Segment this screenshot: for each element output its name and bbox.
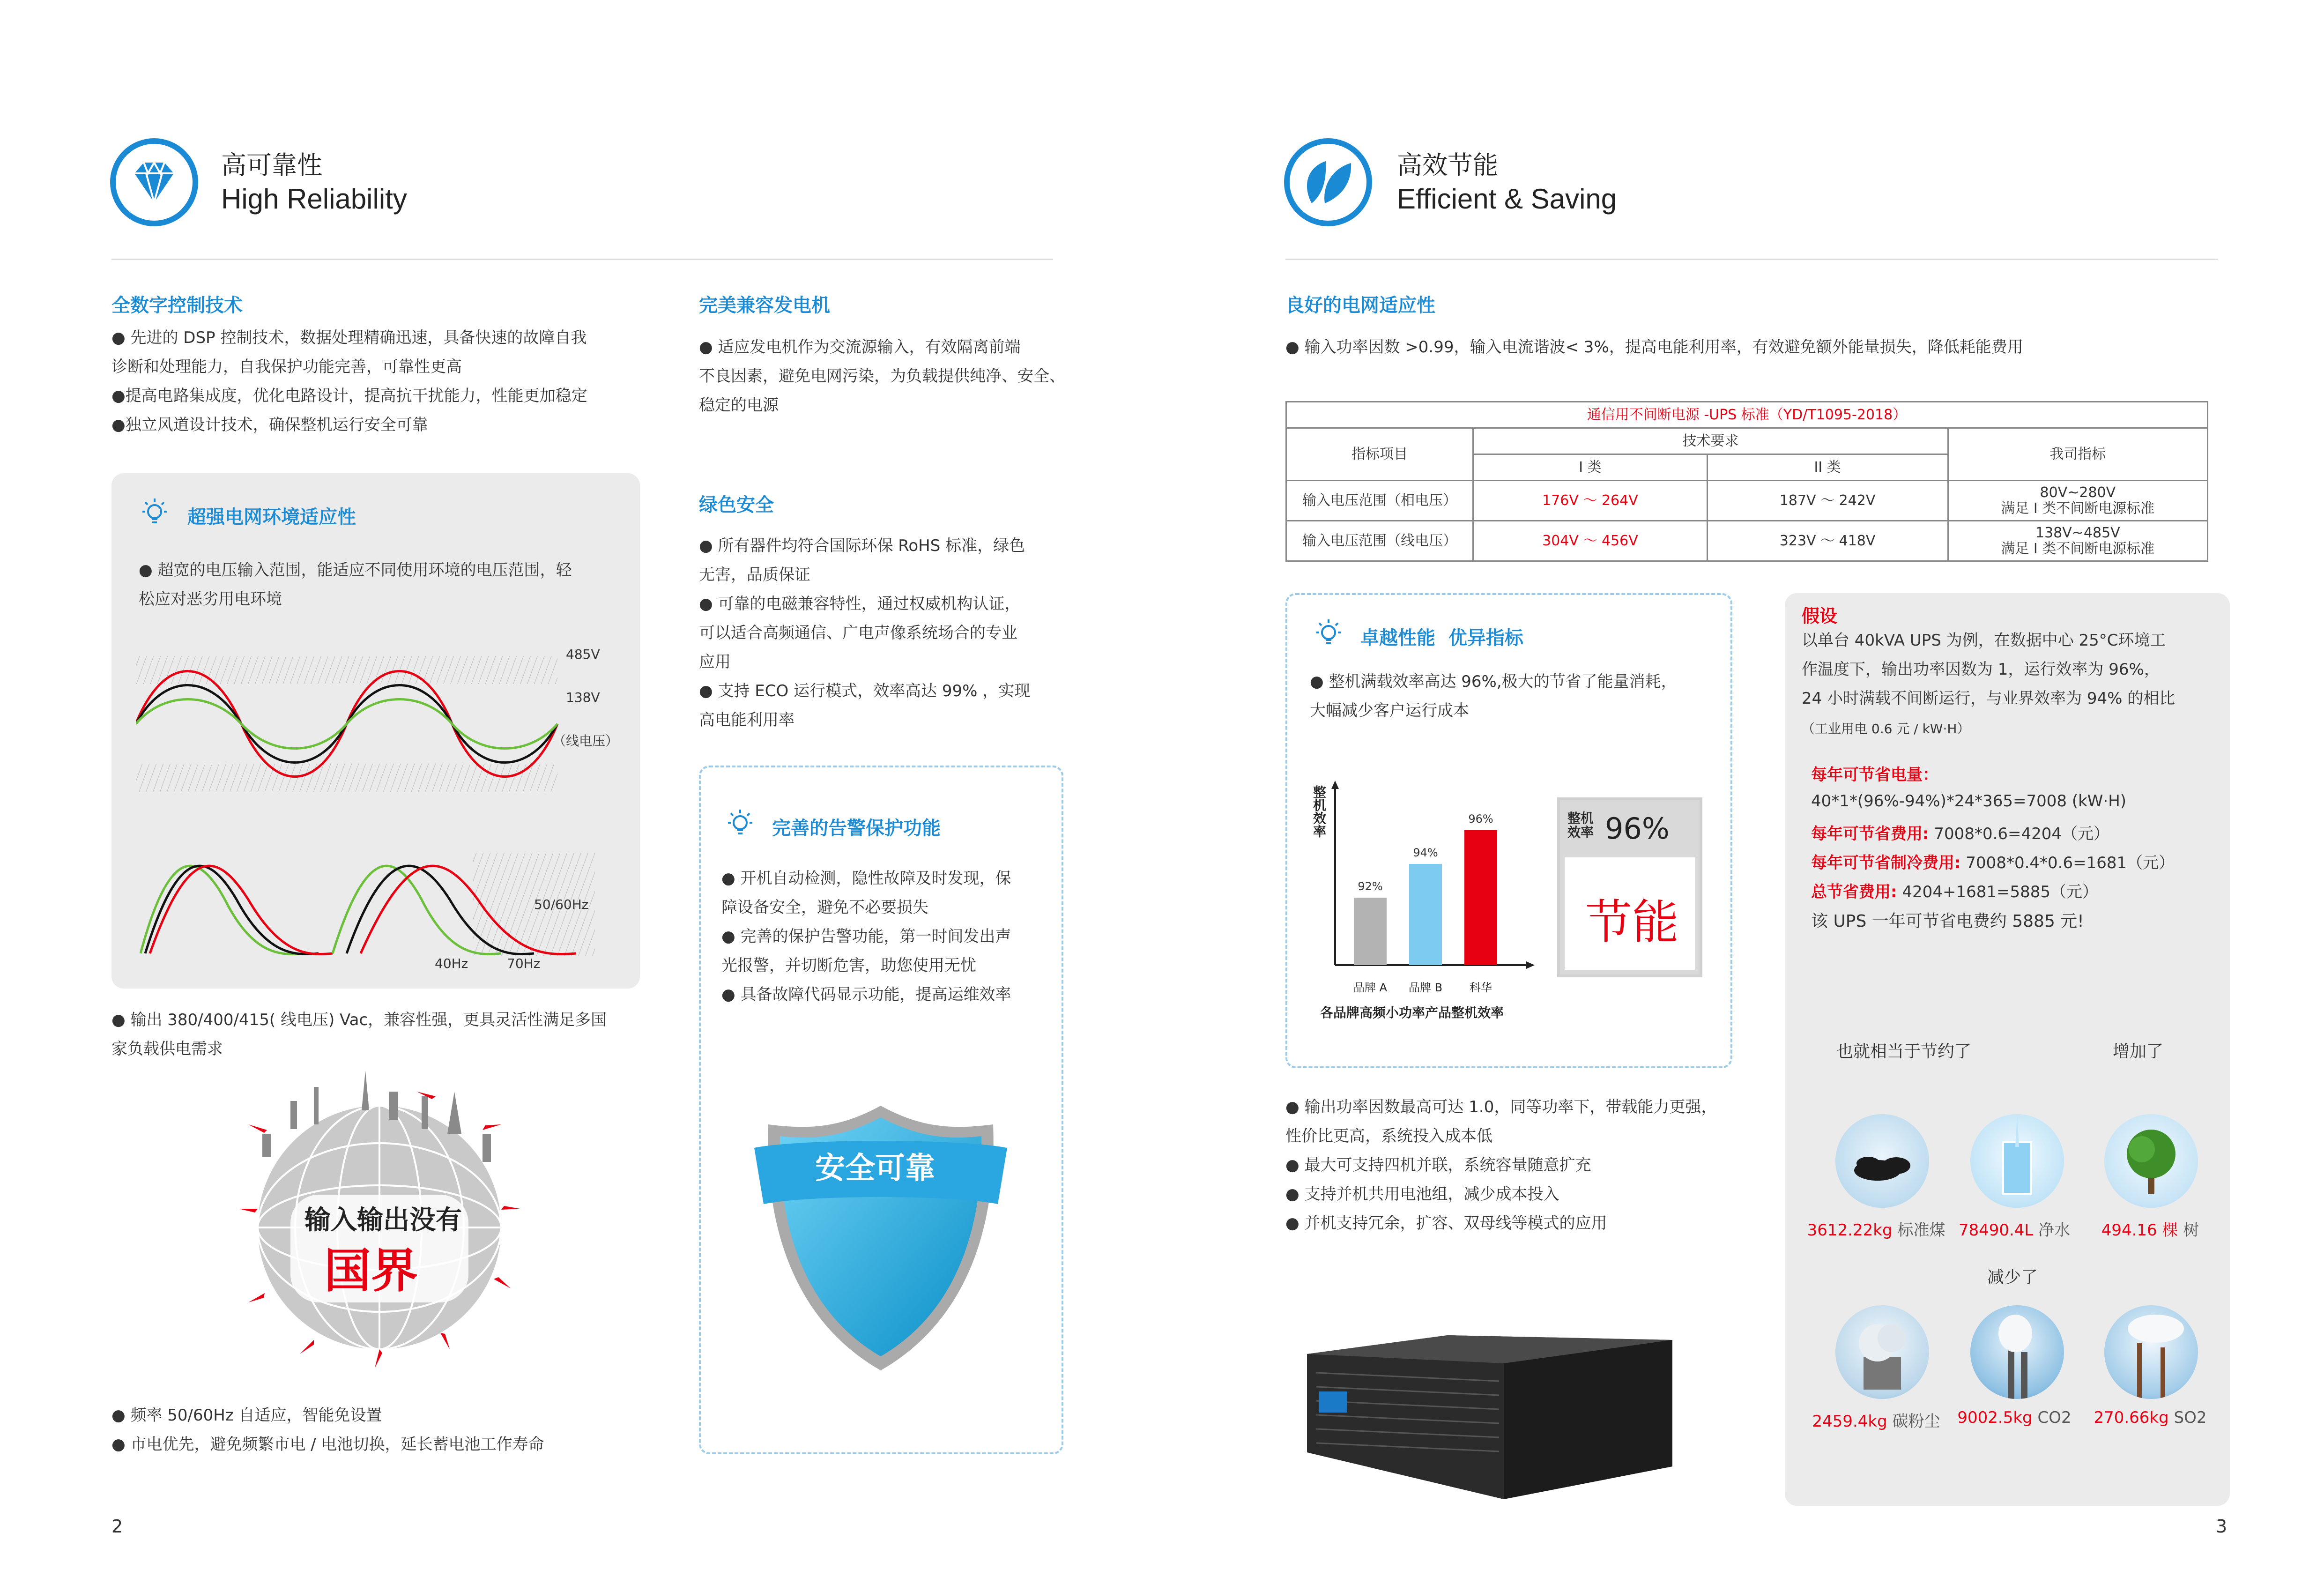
badge-text: 节能 bbox=[1585, 895, 1679, 950]
diamond-icon bbox=[109, 137, 200, 228]
bar-0 bbox=[1354, 898, 1387, 965]
tree-image bbox=[2104, 1114, 2198, 1208]
grid-adapt-title: 超强电网环境适应性 bbox=[187, 506, 356, 528]
y-axis-arrow bbox=[1331, 781, 1339, 789]
globe-text-2: 国界 bbox=[324, 1243, 418, 1298]
grid-adapt-text: ● 超宽的电压输入范围，能适应不同使用环境的电压范围，轻 松应对恶劣用电环境 bbox=[139, 561, 572, 609]
generator-title: 完美兼容发电机 bbox=[699, 295, 830, 316]
globe-text-1: 输入输出没有 bbox=[304, 1205, 462, 1235]
water-caption: 78490.4L 净水 bbox=[1958, 1221, 2071, 1240]
so2-caption: 270.66kg SO2 bbox=[2094, 1408, 2207, 1427]
table-header-class1: I 类 bbox=[1473, 454, 1707, 481]
conclusion-line: 该 UPS 一年可节省电费约 5885 元! bbox=[1811, 912, 2084, 931]
category-label: 科华 bbox=[1470, 981, 1492, 994]
table-caption: 通信用不间断电源 -UPS 标准（YD/T1095-2018） bbox=[1286, 402, 2208, 428]
green-title: 绿色安全 bbox=[699, 494, 774, 516]
table-header-item: 指标项目 bbox=[1286, 428, 1473, 481]
reduced-label: 减少了 bbox=[1987, 1268, 2038, 1287]
wave-label-138: 138V bbox=[566, 690, 600, 705]
ups-standard-table bbox=[1285, 401, 2208, 562]
alarm-text: ● 开机自动检测，隐性故障及时发现，保 障设备安全，避免不必要损失 ● 完善的保护告警功能，第一时间发出声 光报警，并切断危害，助您使用无忧 ● 具备故障代码显示功能，提高运维效率 bbox=[721, 869, 1011, 1004]
output-text: ● 输出 380/400/415( 线电压) Vac，兼容性强，更具灵活性满足多国 家负载供电需求 bbox=[111, 1011, 607, 1058]
dust-image bbox=[1835, 1305, 1929, 1399]
table-row: 输入电压范围（线电压） 304V ～ 456V 323V ～ 418V 138V~485V 满足 I 类不间断电源标准 bbox=[1286, 521, 2208, 561]
badge-value: 96% bbox=[1605, 811, 1670, 846]
shield-icon bbox=[754, 1096, 1007, 1377]
co2-image bbox=[1970, 1305, 2064, 1399]
chart-caption: 各品牌高频小功率产品整机效率 bbox=[1320, 1005, 1504, 1020]
wave-label-note: （线电压） bbox=[553, 733, 619, 749]
table-header-ours: 我司指标 bbox=[1948, 428, 2207, 481]
coal-image bbox=[1835, 1114, 1929, 1208]
assumption-text: 以单台 40kVA UPS 为例，在数据中心 25°C环境工 作温度下，输出功率因数为 1，运行效率为 96%， 24 小时满载不间断运行，与业界效率为 94% 的相比 bbox=[1802, 631, 2176, 708]
total-line: 总节省费用: 4204+1681=5885（元） bbox=[1811, 883, 2098, 901]
assumption-title: 假设 bbox=[1802, 606, 1838, 626]
wave-label-freq: 50/60Hz bbox=[534, 897, 589, 912]
wave-label-40hz: 40Hz bbox=[435, 956, 468, 971]
wave-label-70hz: 70Hz bbox=[507, 956, 541, 971]
chart-y-label: 整机效率 bbox=[1311, 785, 1327, 838]
water-image bbox=[1970, 1114, 2064, 1208]
bar-1 bbox=[1409, 864, 1442, 965]
saving-badge bbox=[1557, 797, 1702, 977]
badge-inner bbox=[1565, 857, 1695, 970]
grid-title: 良好的电网适应性 bbox=[1285, 295, 1435, 316]
tree-caption: 494.16 棵 树 bbox=[2101, 1221, 2199, 1240]
x-axis-arrow bbox=[1526, 961, 1535, 969]
dust-caption: 2459.4kg 碳粉尘 bbox=[1812, 1412, 1940, 1431]
saved-label: 也就相当于节约了 bbox=[1836, 1042, 1972, 1061]
alarm-title: 完善的告警保护功能 bbox=[772, 818, 941, 839]
added-label: 增加了 bbox=[2113, 1042, 2164, 1061]
category-label: 品牌 A bbox=[1353, 981, 1388, 994]
co2-caption: 9002.5kg CO2 bbox=[1957, 1408, 2072, 1427]
cost-line: 每年可节省费用: 7008*0.6=4204（元） bbox=[1811, 825, 2110, 843]
table-row: 输入电压范围（相电压） 176V ～ 264V 187V ～ 242V 80V~280V 满足 I 类不间断电源标准 bbox=[1286, 481, 2208, 521]
bar-value-label: 96% bbox=[1468, 812, 1493, 826]
lightbulb-icon bbox=[136, 497, 173, 529]
digital-title: 全数字控制技术 bbox=[111, 295, 243, 316]
saving-title: 每年可节省电量： bbox=[1811, 766, 1938, 784]
header-divider bbox=[111, 259, 1053, 260]
digital-text: ● 先进的 DSP 控制技术，数据处理精确迅速，具备快速的故障自我 诊断和处理能力，自我保护功能完善，可靠性更高 ●提高电路集成度，优化电路设计，提高抗干扰能力，性能更加稳定 ●独立风道设计技术，确保整机运行安全可靠 bbox=[111, 328, 587, 434]
voltage-wave-graphic bbox=[136, 647, 632, 811]
ups-device-image bbox=[1298, 1326, 1686, 1504]
page-number-right: 3 bbox=[2216, 1516, 2227, 1537]
lightbulb-icon bbox=[1310, 617, 1347, 650]
so2-image bbox=[2104, 1305, 2198, 1399]
table-header-tech: 技术要求 bbox=[1473, 428, 1948, 454]
header-title-en: Efficient & Saving bbox=[1397, 183, 1617, 215]
features-text: ● 输出功率因数最高可达 1.0，同等功率下，带载能力更强， 性价比更高，系统投入成本低 ● 最大可支持四机并联，系统容量随意扩充 ● 支持并机共用电池组，减少成本投入 ● 并机支持冗余，扩容、双母线等模式的应用 bbox=[1285, 1098, 1717, 1233]
generator-text: ● 适应发电机作为交流源输入，有效隔离前端 不良因素，避免电网污染，为负载提供纯净、安全、 稳定的电源 bbox=[699, 338, 1065, 415]
bar-2 bbox=[1464, 830, 1497, 965]
bar-value-label: 92% bbox=[1358, 880, 1383, 893]
wave-label-485: 485V bbox=[566, 647, 600, 662]
efficiency-bar-chart bbox=[1307, 778, 1541, 1031]
category-label: 品牌 B bbox=[1408, 981, 1443, 994]
bar-value-label: 94% bbox=[1413, 846, 1438, 859]
table-header-class2: II 类 bbox=[1707, 454, 1948, 481]
grid-text: ● 输入功率因数 >0.99，输入电流谐波< 3%，提高电能利用率，有效避免额外能量损失，降低耗能费用 bbox=[1285, 338, 2023, 357]
badge-label: 整机效率 bbox=[1567, 811, 1594, 840]
frequency-text: ● 频率 50/60Hz 自适应，智能免设置 ● 市电优先，避免频繁市电 / 电池切换，延长蓄电池工作寿命 bbox=[111, 1406, 544, 1454]
performance-text: ● 整机满载效率高达 96%,极大的节省了能量消耗， 大幅减少客户运行成本 bbox=[1310, 672, 1677, 720]
header-divider bbox=[1285, 259, 2218, 260]
assumption-small: （工业用电 0.6 元 / kW·H） bbox=[1802, 721, 1970, 736]
coal-caption: 3612.22kg 标准煤 bbox=[1807, 1221, 1945, 1240]
cooling-line: 每年可节省制冷费用: 7008*0.4*0.6=1681（元） bbox=[1811, 854, 2175, 872]
performance-title: 卓越性能 优异指标 bbox=[1360, 627, 1523, 649]
header-title-cn: 高效节能 bbox=[1397, 150, 1498, 180]
leaf-icon bbox=[1283, 137, 1374, 228]
saving-formula: 40*1*(96%-94%)*24*365=7008 (kW·H) bbox=[1811, 792, 2127, 811]
page-number-left: 2 bbox=[111, 1516, 123, 1537]
header-title-en: High Reliability bbox=[221, 183, 407, 215]
green-text: ● 所有器件均符合国际环保 RoHS 标准，绿色 无害，品质保证 ● 可靠的电磁兼容特性，通过权威机构认证， 可以适合高频通信、广电声像系统场合的专业 应用 ● 支持 ECO 运行模式，效率高达 99% ，实现 高电能利用率 bbox=[699, 536, 1031, 729]
shield-text: 安全可靠 bbox=[815, 1151, 935, 1186]
lightbulb-icon bbox=[721, 808, 759, 841]
header-title-cn: 高可靠性 bbox=[221, 150, 322, 180]
